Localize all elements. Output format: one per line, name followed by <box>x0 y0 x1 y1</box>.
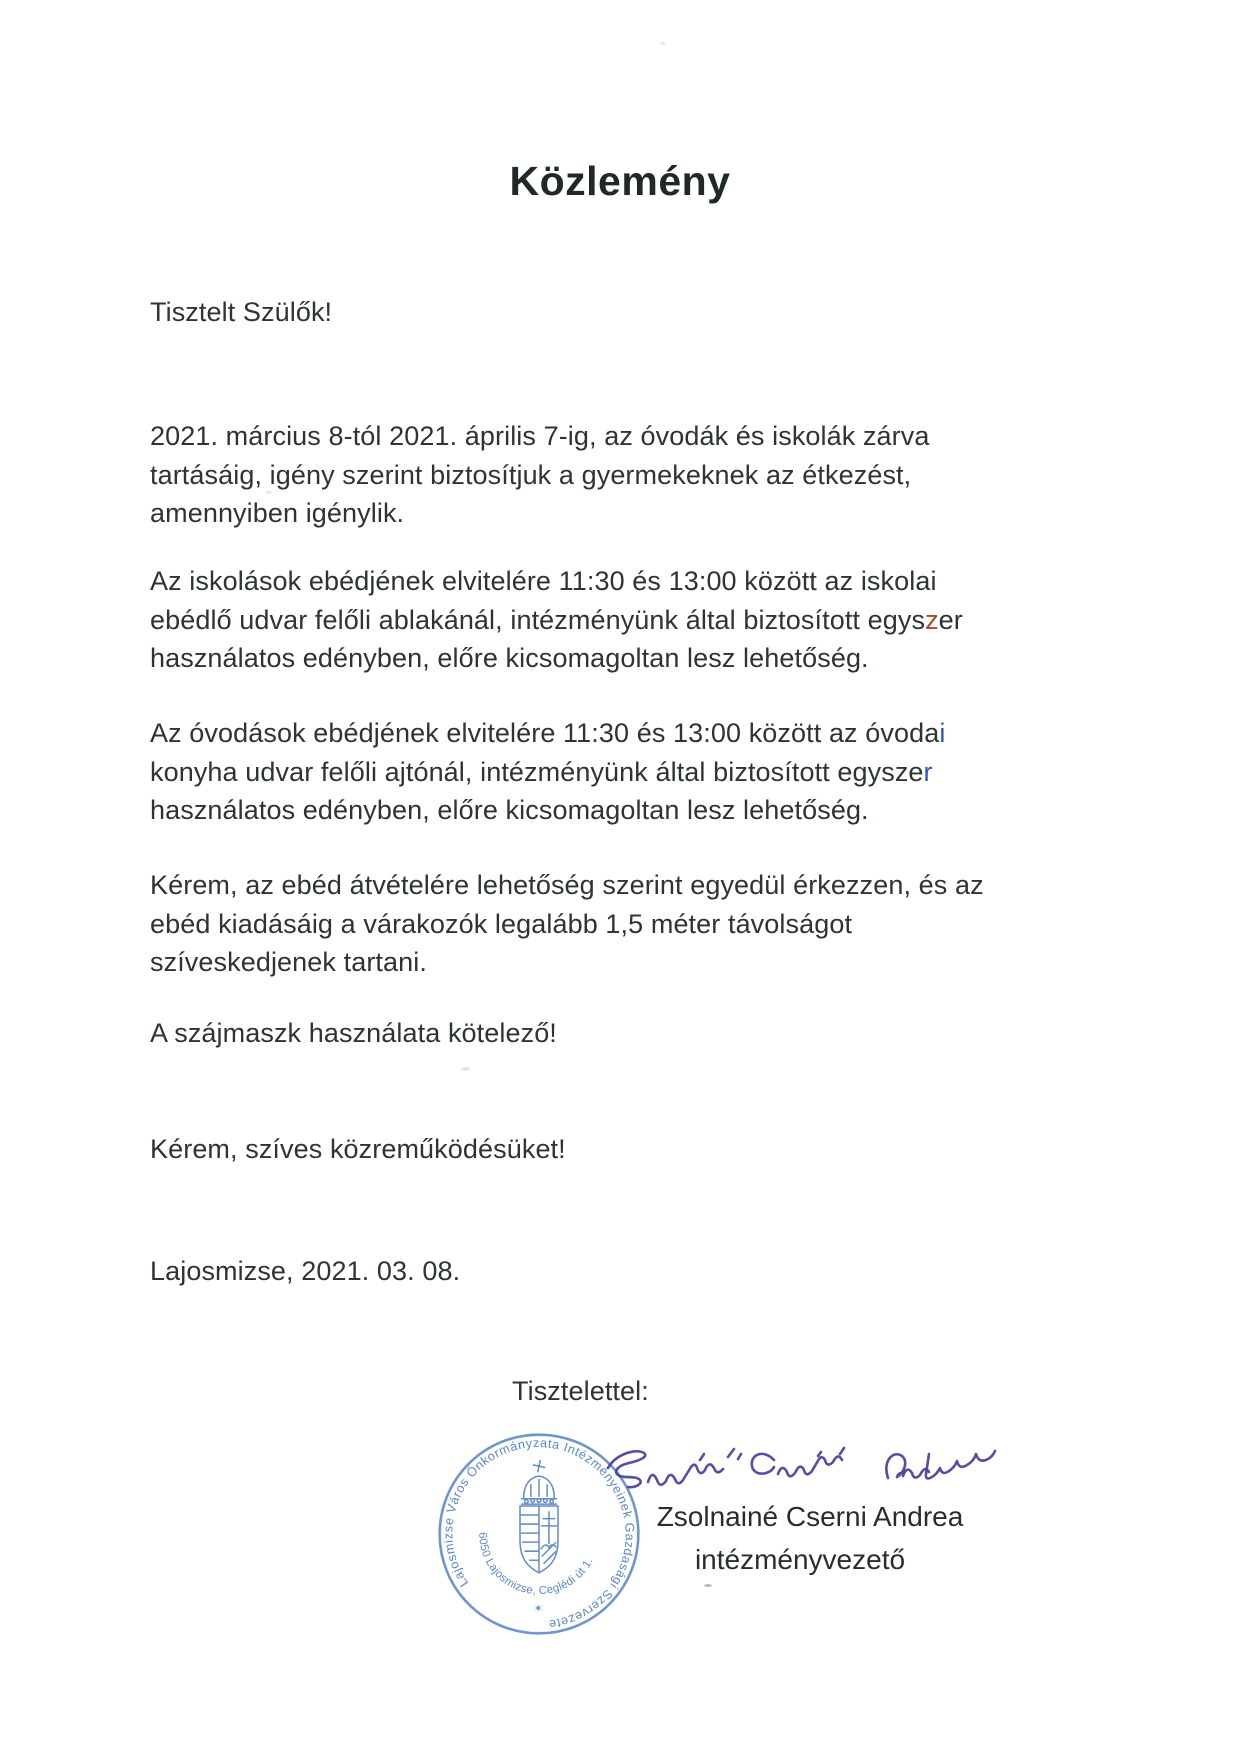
scan-speck <box>704 1584 712 1587</box>
stamp-star: ✶ <box>533 1602 543 1615</box>
scan-color-artifact: r <box>923 756 933 787</box>
paragraph-6: Kérem, szíves közreműködésüket! <box>150 1134 566 1164</box>
scan-speck <box>266 491 272 494</box>
paragraph-2: Az iskolások ebédjének elvitelére 11:30 és 13:00 között az iskolai ebédlő udvar felőli ablakánál, intézményünk által biztosított egyszer használatos edényben, előre kicsomagoltan lesz lehetőség. <box>150 566 963 674</box>
line-text: er <box>938 604 963 635</box>
paragraph-3: Az óvodások ebédjének elvitelére 11:30 és 13:00 között az óvodai konyha udvar felőli ajtónál, intézményünk által biztosított egyszer használatos edényben, előre kicsomagoltan lesz lehetőség. <box>150 718 946 826</box>
dateline: Lajosmizse, 2021. 03. 08. <box>150 1256 461 1286</box>
scan-color-artifact: z <box>925 604 939 635</box>
stamp-ring-text: Lajosmizse Város Önkormányzata Intézményeinek Gazdasági Szervezete <box>441 1436 637 1632</box>
greeting: Tisztelt Szülők! <box>150 297 333 327</box>
signer-printed-name: Zsolnainé Cserni Andrea <box>656 1501 964 1532</box>
coat-of-arms-icon <box>520 1459 558 1573</box>
paragraph-5: A szájmaszk használata kötelező! <box>150 1018 557 1048</box>
line-text: konyha udvar felőli ajtónál, intézményünk által biztosított egysze <box>150 756 924 787</box>
scan-color-artifact: i <box>939 718 946 748</box>
scan-speck <box>461 1067 470 1071</box>
closing-salutation: Tisztelettel: <box>512 1376 649 1406</box>
line-text: ebédlő udvar felőli ablakánál, intézményünk által biztosított egys <box>150 604 926 635</box>
paragraph-1: 2021. március 8-tól 2021. április 7-ig, az óvodák és iskolák zárva tartásáig, igény szerint biztosítjuk a gyermekeknek az étkezést, amennyiben igénylik. <box>150 421 930 529</box>
page-title: Közlemény <box>509 158 731 204</box>
signer-role: intézményvezető <box>694 1544 906 1575</box>
stamp-address-text: 6050 Lajosmizse, Ceglédi út 1. <box>476 1532 596 1598</box>
scan-speck <box>660 42 667 45</box>
line-text: Az óvodások ebédjének elvitelére 11:30 és 13:00 között az óvoda <box>150 718 940 748</box>
paragraph-4: Kérem, az ebéd átvételére lehetőség szerint egyedül érkezzen, és az ebéd kiadásáig a várakozók legalább 1,5 méter távolságot szíveskedjenek tartani. <box>150 870 984 978</box>
